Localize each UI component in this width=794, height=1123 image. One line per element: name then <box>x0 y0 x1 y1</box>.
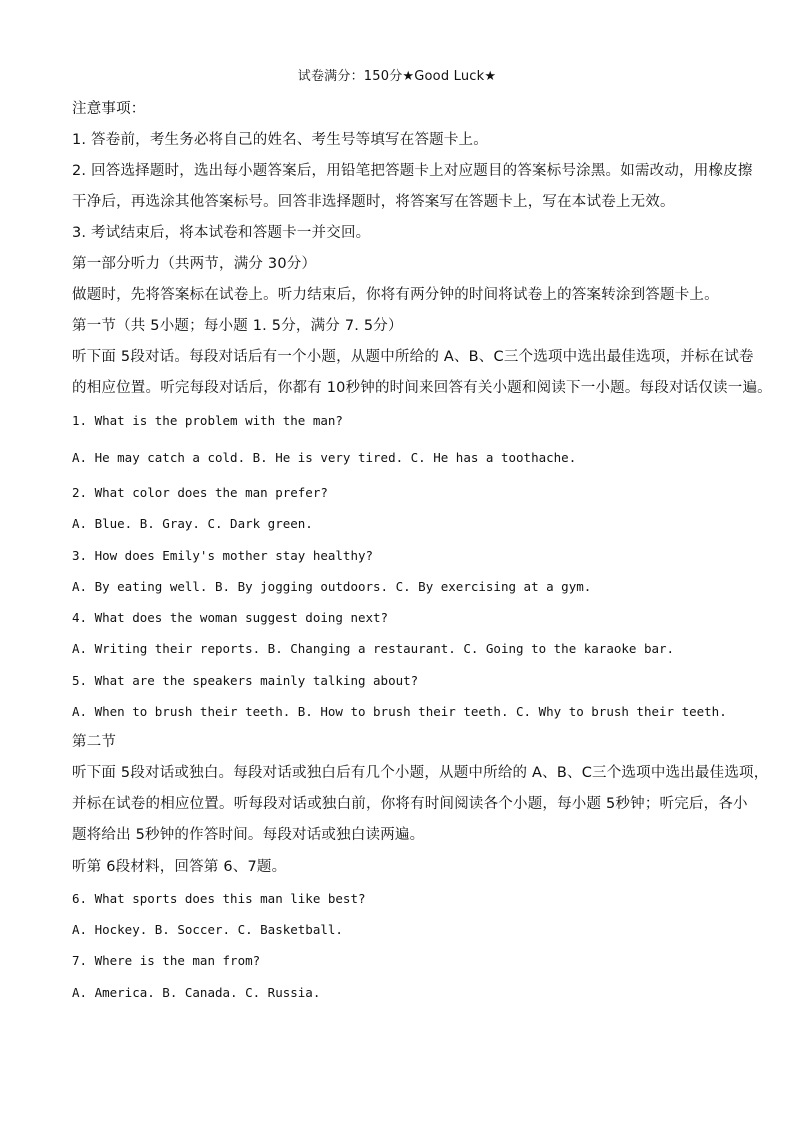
question-1: 1. What is the problem with the man? <box>72 413 343 428</box>
question-5: 5. What are the speakers mainly talking about? <box>72 673 419 688</box>
question-6: 6. What sports does this man like best? <box>72 891 366 906</box>
notice-item-1: 1. 答卷前，考生务必将自己的姓名、考生号等填写在答题卡上。 <box>72 132 488 148</box>
question-6-options: A. Hockey. B. Soccer. C. Basketball. <box>72 922 343 937</box>
section1-instruction-line-2: 的相应位置。听完每段对话后，你都有 10秒钟的时间来回答有关小题和阅读下一小题。每段对话仅读一遍。 <box>72 380 772 396</box>
question-3: 3. How does Emily's mother stay healthy? <box>72 548 374 563</box>
question-7: 7. Where is the man from? <box>72 953 261 968</box>
question-4: 4. What does the woman suggest doing next? <box>72 610 389 625</box>
part1-instruction: 做题时，先将答案标在试卷上。听力结束后，你将有两分钟的时间将试卷上的答案转涂到答题卡上。 <box>72 287 719 303</box>
question-7-options: A. America. B. Canada. C. Russia. <box>72 985 321 1000</box>
section2-instruction-line-2: 并标在试卷的相应位置。听每段对话或独白前，你将有时间阅读各个小题，每小题 5秒钟；听完后，各小 <box>72 796 748 812</box>
notice-heading: 注意事项： <box>72 101 146 117</box>
section2-instruction-line-3: 题将给出 5秒钟的作答时间。每段对话或独白读两遍。 <box>72 827 425 843</box>
question-4-options: A. Writing their reports. B. Changing a restaurant. C. Going to the karaoke bar. <box>72 641 675 656</box>
question-1-options: A. He may catch a cold. B. He is very tired. C. He has a toothache. <box>72 450 577 465</box>
exam-title: 试卷满分：150分★Good Luck★ <box>297 69 497 84</box>
material-6-heading: 听第 6段材料，回答第 6、7题。 <box>72 859 287 875</box>
section2-heading: 第二节 <box>72 734 117 750</box>
notice-item-2-line-1: 2. 回答选择题时，选出每小题答案后，用铅笔把答题卡上对应题目的答案标号涂黑。如需改动，用橡皮擦 <box>72 163 753 179</box>
question-5-options: A. When to brush their teeth. B. How to brush their teeth. C. Why to brush their teeth. <box>72 704 727 719</box>
section2-instruction-line-1: 听下面 5段对话或独白。每段对话或独白后有几个小题，从题中所给的 A、B、C三个选项中选出最佳选项， <box>72 765 769 781</box>
notice-item-3: 3. 考试结束后，将本试卷和答题卡一并交回。 <box>72 225 371 241</box>
question-2: 2. What color does the man prefer? <box>72 485 328 500</box>
question-3-options: A. By eating well. B. By jogging outdoors. C. By exercising at a gym. <box>72 579 592 594</box>
section1-heading: 第一节（共 5小题；每小题 1. 5分，满分 7. 5分） <box>72 318 403 334</box>
question-2-options: A. Blue. B. Gray. C. Dark green. <box>72 516 313 531</box>
section1-instruction-line-1: 听下面 5段对话。每段对话后有一个小题，从题中所给的 A、B、C三个选项中选出最佳选项，并标在试卷 <box>72 349 754 365</box>
notice-item-2-line-2: 干净后，再选涂其他答案标号。回答非选择题时，将答案写在答题卡上，写在本试卷上无效。 <box>72 194 675 210</box>
part1-heading: 第一部分听力（共两节，满分 30分） <box>72 256 317 272</box>
